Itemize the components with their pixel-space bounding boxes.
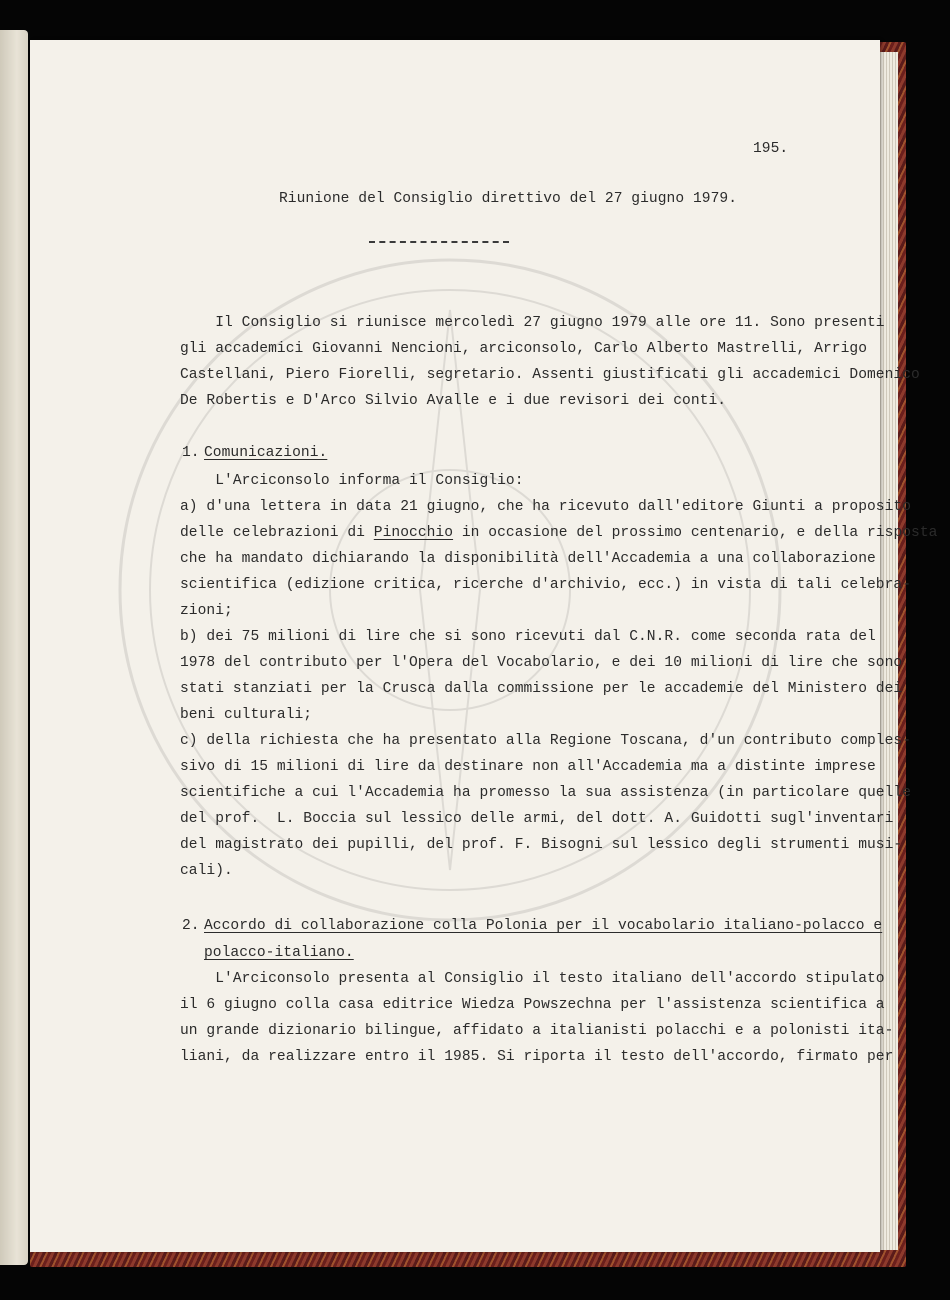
item-c-line: del prof. L. Boccia sul lessico delle armi, del dott. A. Guidotti sugl'inventari	[180, 811, 894, 827]
title-separator	[369, 241, 509, 243]
section-number: 1.	[182, 445, 200, 461]
item-b-line: b) dei 75 milioni di lire che si sono ricevuti dal C.N.R. come seconda rata del	[180, 629, 876, 645]
section-heading: Accordo di collaborazione colla Polonia per il vocabolario italiano-polacco e	[204, 918, 883, 934]
item-a-line	[180, 520, 937, 546]
intro-line: gli accademici Giovanni Nencioni, arciconsolo, Carlo Alberto Mastrelli, Arrigo	[180, 341, 867, 357]
document-title: Riunione del Consiglio direttivo del 27 giugno 1979.	[279, 191, 737, 207]
item-a-line: che ha mandato dichiarando la disponibilità dell'Accademia a una collaborazione	[180, 551, 876, 567]
section2-line: liani, da realizzare entro il 1985. Si riporta il testo dell'accordo, firmato per	[180, 1049, 894, 1065]
item-c-line: del magistrato dei pupilli, del prof. F. Bisogni sul lessico degli strumenti musi-	[180, 837, 903, 853]
document-page	[30, 40, 938, 1252]
intro-line: Il Consiglio si riunisce mercoledì 27 giugno 1979 alle ore 11. Sono presenti	[180, 315, 885, 331]
section2-line: un grande dizionario bilingue, affidato a italianisti polacchi e a polonisti ita-	[180, 1023, 894, 1039]
item-a-line: zioni;	[180, 603, 233, 619]
facing-page-edge	[0, 30, 28, 1265]
section-heading: polacco-italiano.	[204, 945, 354, 961]
item-a-text: delle celebrazioni di	[180, 525, 374, 541]
item-a-line: a) d'una lettera in data 21 giugno, che ha ricevuto dall'editore Giunti a proposito	[180, 499, 912, 515]
intro-line: De Robertis e D'Arco Silvio Avalle e i due revisori dei conti.	[180, 393, 727, 409]
item-b-line: stati stanziati per la Crusca dalla commissione per le accademie del Ministero dei	[180, 681, 903, 697]
item-c-line: cali).	[180, 863, 233, 879]
item-c-line: c) della richiesta che ha presentato alla Regione Toscana, d'un contributo comples-	[180, 733, 912, 749]
work-title: Pinocchio	[373, 525, 454, 541]
item-c-line: scientifiche a cui l'Accademia ha promesso la sua assistenza (in particolare quelle	[180, 785, 912, 801]
section2-line: il 6 giugno colla casa editrice Wiedza Powszechna per l'assistenza scientifica a	[180, 997, 885, 1013]
section-number: 2.	[182, 918, 200, 934]
section-heading: Comunicazioni.	[204, 445, 328, 461]
section2-line: L'Arciconsolo presenta al Consiglio il testo italiano dell'accordo stipulato	[180, 971, 885, 987]
intro-line: Castellani, Piero Fiorelli, segretario. Assenti giustificati gli accademici Domenico	[180, 367, 920, 383]
page-number: 195.	[753, 141, 789, 157]
item-a-text: in occasione del prossimo centenario, e della risposta	[453, 525, 938, 541]
item-b-line: beni culturali;	[180, 707, 313, 723]
section-lead: L'Arciconsolo informa il Consiglio:	[180, 473, 524, 489]
item-b-line: 1978 del contributo per l'Opera del Vocabolario, e dei 10 milioni di lire che sono	[180, 655, 903, 671]
item-c-line: sivo di 15 milioni di lire da destinare non all'Accademia ma a distinte imprese	[180, 759, 876, 775]
item-a-line: scientifica (edizione critica, ricerche d'archivio, ecc.) in vista di tali celebra-	[180, 577, 912, 593]
